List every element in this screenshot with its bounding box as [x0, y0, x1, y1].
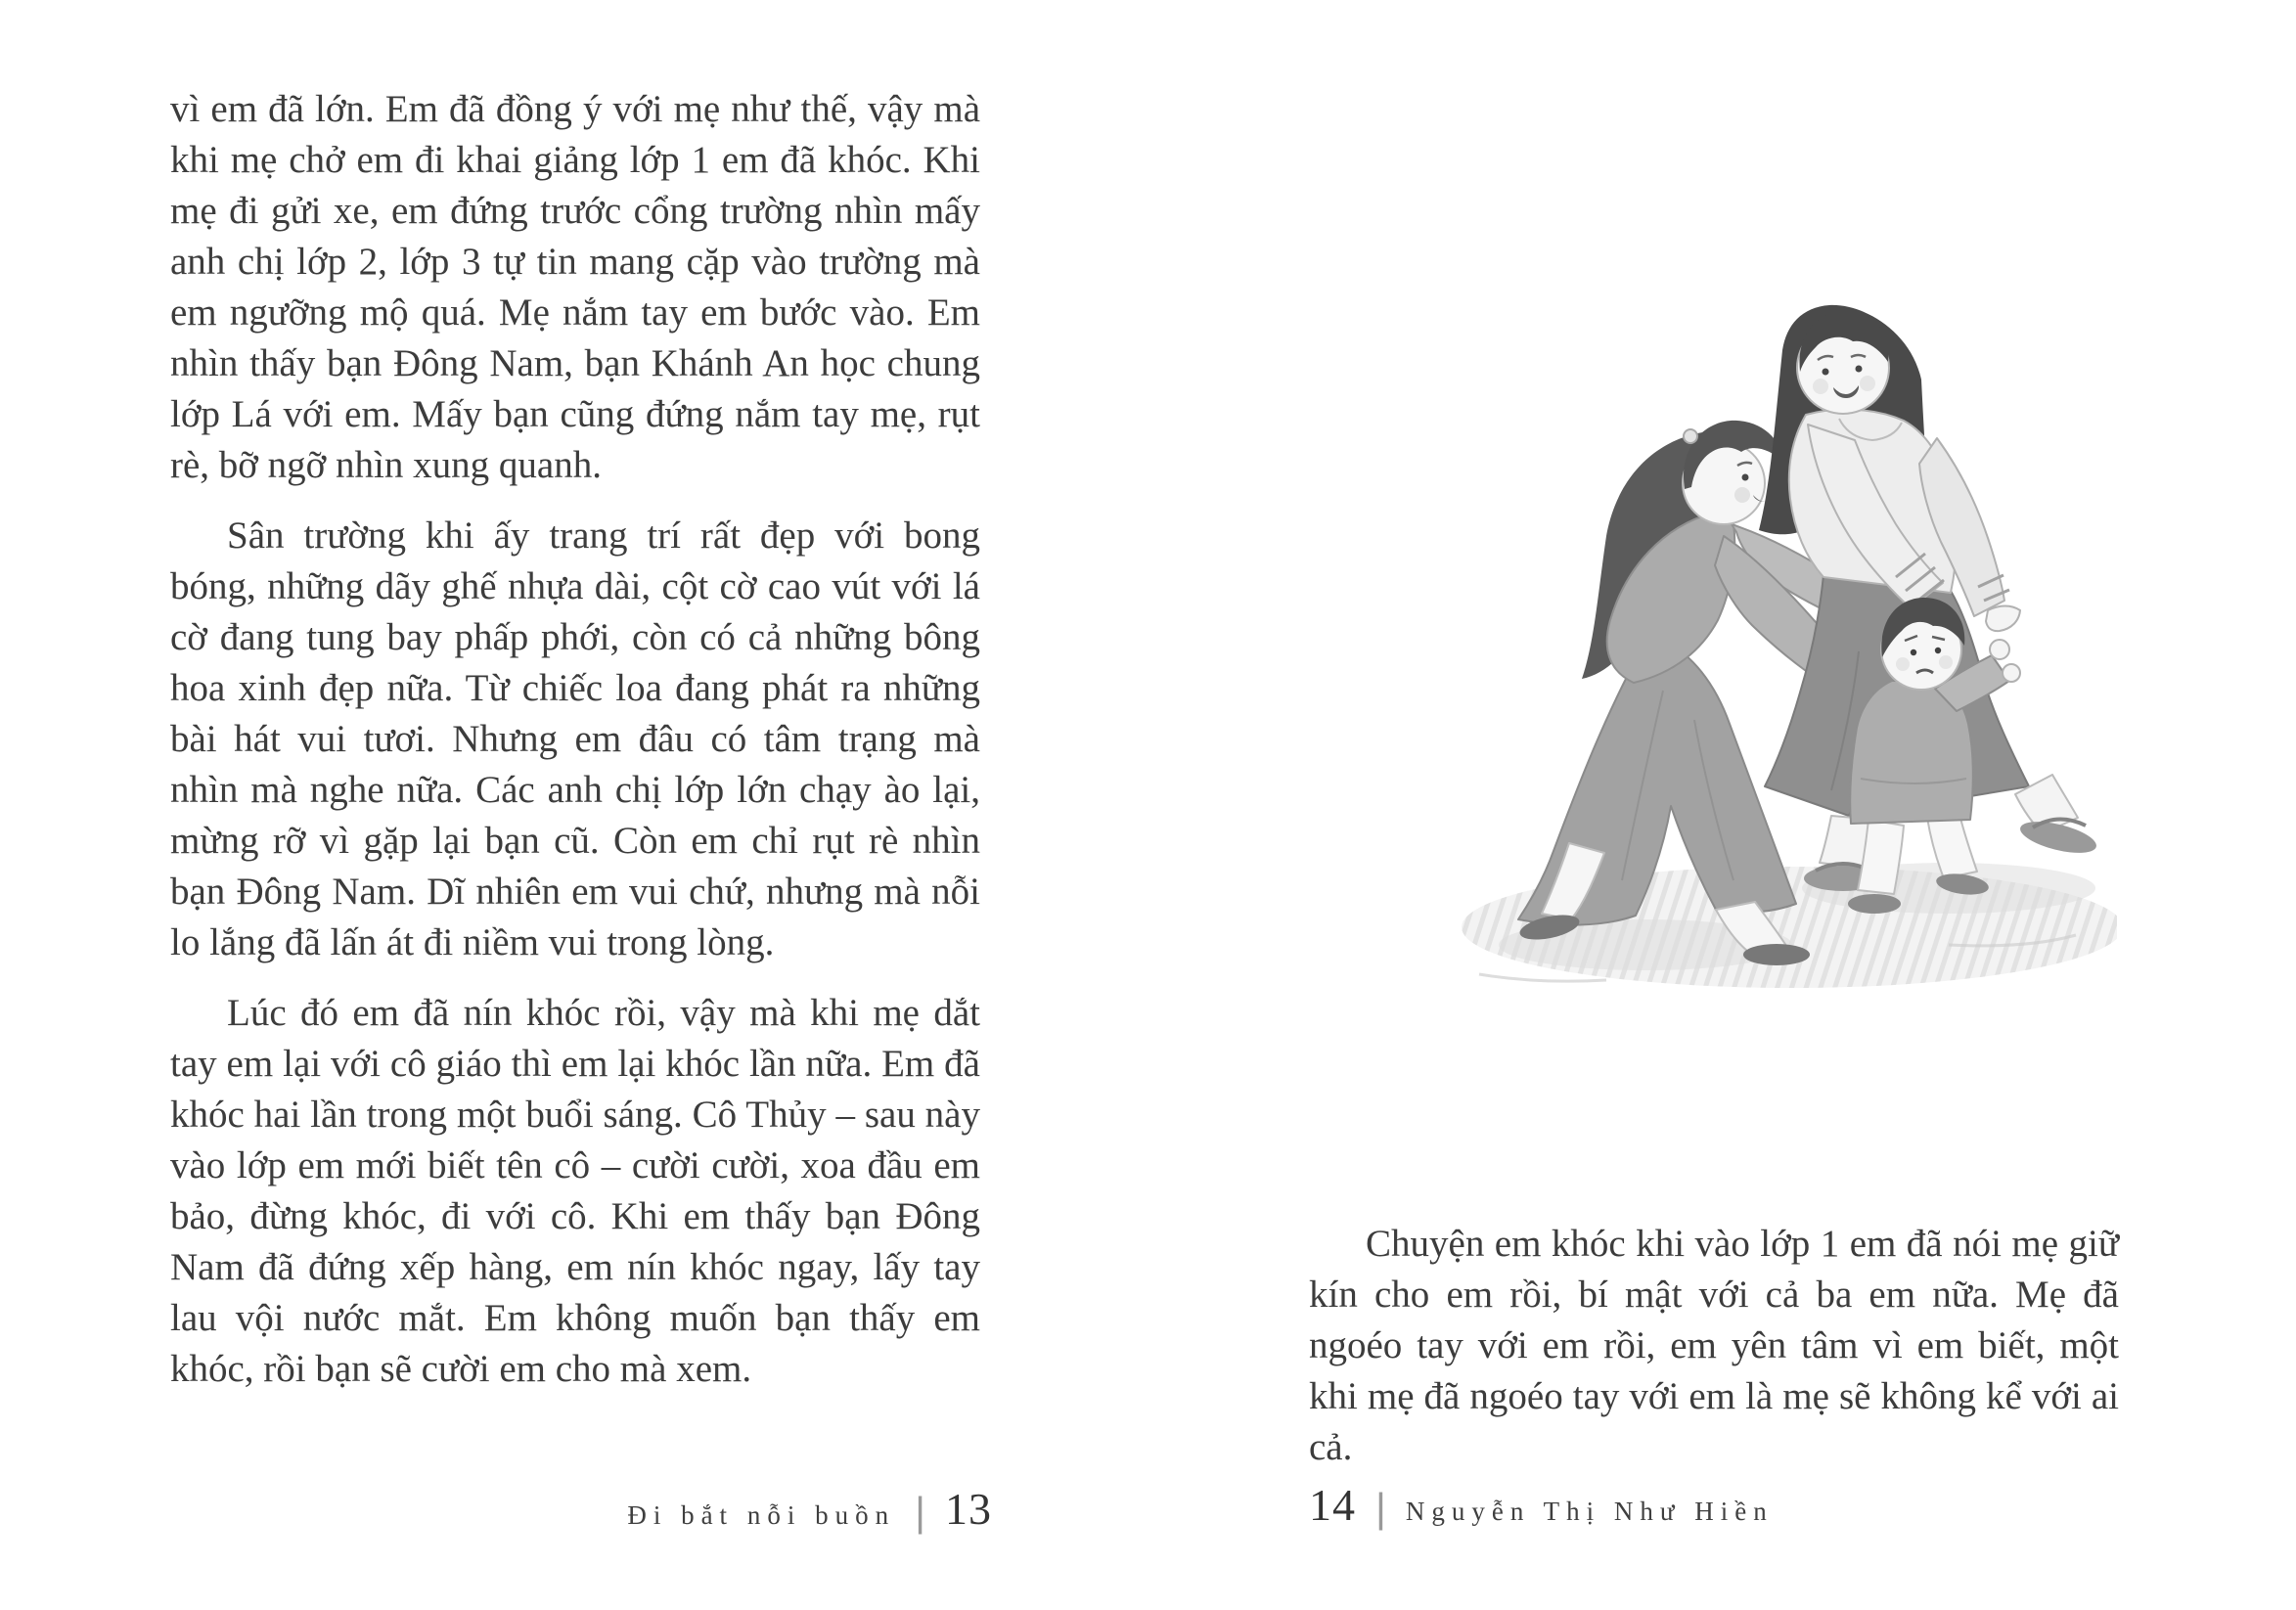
paragraph: Sân trường khi ấy trang trí rất đẹp với bong bóng, những dãy ghế nhựa dài, cột cờ cao vút với lá cờ đang tung bay phấp phới, còn có cả những bông hoa xinh đẹp nữa. Từ chiếc loa đang phát ra những bài hát vui tươi. Nhưng em đâu có tâm trạng mà nhìn mà nghe nữa. Các anh chị lớp lớn chạy ào lại, mừng rỡ vì gặp lại bạn cũ. Còn em chỉ rụt rè nhìn bạn Đông Nam. Dĩ nhiên em vui chứ, nhưng mà nỗi lo lắng đã lấn át đi niềm vui trong lòng. — [170, 514, 980, 963]
left-page-footer — [170, 1483, 992, 1535]
book-title: Đi bắt nỗi buồn — [627, 1500, 896, 1530]
story-illustration — [1401, 231, 2117, 1017]
page-number-left: 13 — [945, 1484, 992, 1534]
page-number-right: 14 — [1309, 1480, 1356, 1530]
paragraph-continuation: vì em đã lớn. Em đã đồng ý với mẹ như thế, vậy mà khi mẹ chở em đi khai giảng lớp 1 em đã khóc. Khi mẹ đi gửi xe, em đứng trước cổng trường nhìn mấy anh chị lớp 2, lớp 3 tự tin mang cặp vào trường mà em ngưỡng mộ quá. Mẹ nắm tay em bước vào. Em nhìn thấy bạn Đông Nam, bạn Khánh An học chung lớp Lá với em. Mấy bạn cũng đứng nắm tay mẹ, rụt rè, bỡ ngỡ nhìn xung quanh. — [170, 88, 980, 486]
author-name: Nguyễn Thị Như Hiền — [1405, 1497, 1774, 1526]
footer-separator: | — [915, 1489, 925, 1535]
footer-separator: | — [1375, 1485, 1386, 1531]
right-text-column — [1309, 1219, 2119, 1493]
left-text-column — [170, 84, 980, 1414]
illustration-svg — [1401, 231, 2117, 1017]
right-page-footer — [1309, 1479, 1774, 1531]
paragraph: Lúc đó em đã nín khóc rồi, vậy mà khi mẹ dắt tay em lại với cô giáo thì em lại khóc lần nữa. Em đã khóc hai lần trong một buổi sáng. Cô Thủy – sau này vào lớp em mới biết tên cô – cười cười, xoa đầu em bảo, đừng khóc, đi với cô. Khi em thấy bạn Đông Nam đã đứng xếp hàng, em nín khóc ngay, lấy tay lau vội nước mắt. Em không muốn bạn thấy em khóc, rồi bạn sẽ cười em cho mà xem. — [170, 992, 980, 1390]
paragraph: Chuyện em khóc khi vào lớp 1 em đã nói mẹ giữ kín cho em rồi, bí mật với cả ba em nữa. Mẹ đã ngoéo tay với em rồi, em yên tâm vì em biết, một khi mẹ đã ngoéo tay với em là mẹ sẽ không kể với ai cả. — [1309, 1223, 2119, 1468]
